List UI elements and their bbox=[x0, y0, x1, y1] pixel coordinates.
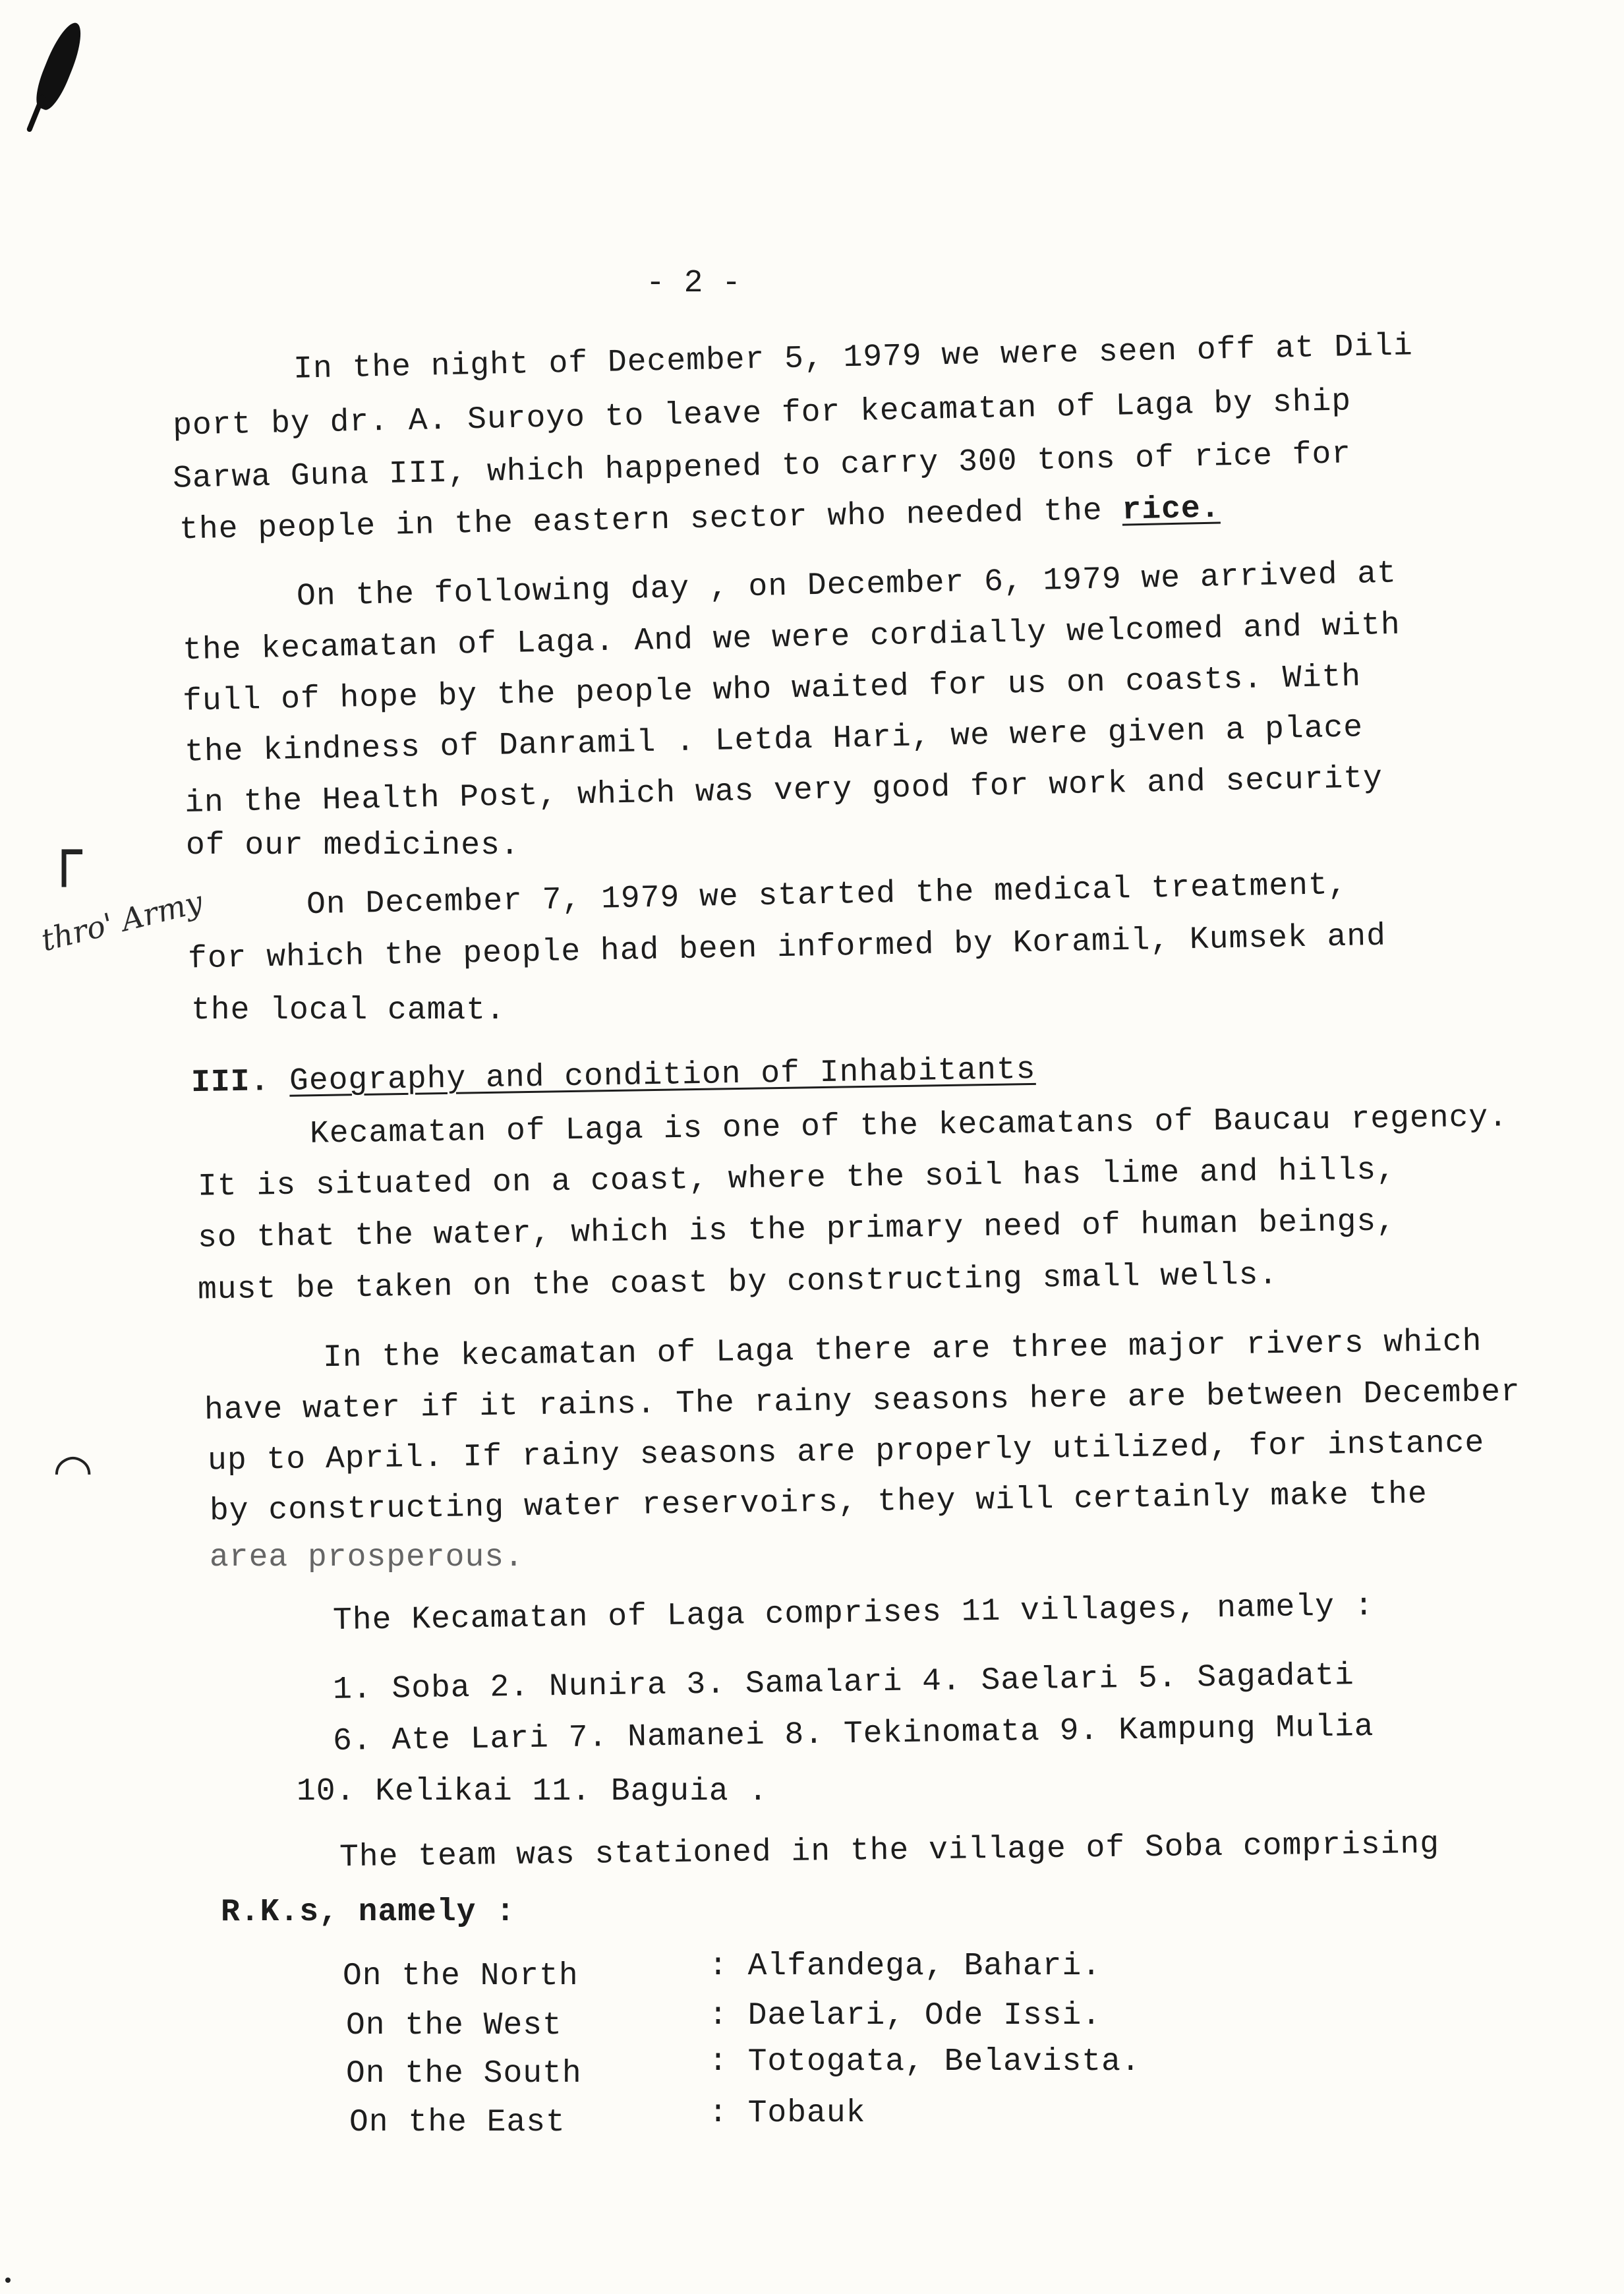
section-heading bbox=[191, 1051, 1036, 1102]
paragraph4-line4: must be taken on the coast by constructing small wells. bbox=[197, 1257, 1279, 1309]
rk-row-north-places: : Alfandega, Bahari. bbox=[709, 1949, 1102, 1984]
margin-arc-mark: ◠ bbox=[53, 1444, 94, 1498]
paragraph2-line1: On the following day , on December 6, 1979 we arrived at bbox=[296, 556, 1397, 615]
paragraph2-line3: full of hope by the people who waited for us on coasts. With bbox=[182, 659, 1362, 720]
page-number: - 2 - bbox=[646, 266, 741, 301]
team-line2: R.K.s, namely : bbox=[221, 1895, 516, 1930]
villages-intro: The Kecamatan of Laga comprises 11 villages, namely : bbox=[332, 1588, 1374, 1639]
paragraph5-line3: up to April. If rainy seasons are properly utilized, for instance bbox=[207, 1425, 1485, 1479]
rk-row-south-places: : Totogata, Belavista. bbox=[709, 2044, 1141, 2080]
rk-row-west-direction: On the West bbox=[346, 2008, 562, 2044]
paragraph5-line2: have water if it rains. The rainy seasons here are between December bbox=[204, 1374, 1521, 1428]
paragraph4-line3: so that the water, which is the primary need of human beings, bbox=[197, 1204, 1397, 1256]
paragraph3-line2: for which the people had been informed by Koramil, Kumsek and bbox=[187, 918, 1387, 978]
rk-row-north-direction: On the North bbox=[343, 1958, 579, 1994]
paragraph3-line3: the local camat. bbox=[191, 993, 506, 1028]
villages-line3: 10. Kelikai 11. Baguia . bbox=[297, 1774, 768, 1809]
section-heading-title: Geography and condition of Inhabitants bbox=[289, 1051, 1036, 1100]
rk-row-east-places: : Tobauk bbox=[709, 2096, 866, 2131]
handwritten-margin-note: thro' Army bbox=[38, 883, 206, 958]
rk-row-west-places: : Daelari, Ode Issi. bbox=[709, 1998, 1102, 2034]
scan-speck bbox=[5, 2278, 11, 2283]
rk-row-south-direction: On the South bbox=[346, 2056, 582, 2092]
paragraph5-line1: In the kecamatan of Laga there are three major rivers which bbox=[322, 1324, 1482, 1376]
paragraph5-line5: area prosperous. bbox=[210, 1540, 524, 1575]
team-line1: The team was stationed in the village of Soba comprising bbox=[339, 1826, 1440, 1876]
villages-line2: 6. Ate Lari 7. Namanei 8. Tekinomata 9. Kampung Mulia bbox=[332, 1709, 1374, 1760]
paragraph5-line4: by constructing water reservoirs, they will certainly make the bbox=[209, 1477, 1428, 1529]
paragraph1-line2: port by dr. A. Suroyo to leave for kecamatan of Laga by ship bbox=[172, 384, 1352, 444]
paragraph1-line1: In the night of December 5, 1979 we were seen off at Dili bbox=[293, 328, 1414, 388]
paragraph2-line6: of our medicines. bbox=[186, 828, 520, 864]
paragraph2-line4: the kindness of Danramil . Letda Hari, we were given a place bbox=[184, 710, 1364, 771]
section-heading-number: III. bbox=[190, 1063, 290, 1102]
paragraph2-line2: the kecamatan of Laga. And we were cordially welcomed and with bbox=[182, 607, 1401, 669]
paragraph1-line4 bbox=[179, 490, 1221, 548]
villages-line1: 1. Soba 2. Nunira 3. Samalari 4. Saelari 5. Sagadati bbox=[332, 1658, 1355, 1708]
margin-bracket-mark: ┌ bbox=[46, 817, 82, 887]
rice-underlined: rice. bbox=[1121, 490, 1221, 529]
paragraph4-line1: Kecamatan of Laga is one of the kecamatans of Baucau regency. bbox=[309, 1100, 1509, 1152]
paragraph1-line3: Sarwa Guna III, which happened to carry 300 tons of rice for bbox=[172, 436, 1352, 497]
paragraph2-line5: in the Health Post, which was very good for work and security bbox=[184, 760, 1383, 822]
paragraph3-line1: On December 7, 1979 we started the medical treatment, bbox=[306, 867, 1348, 924]
paragraph4-line2: It is situated on a coast, where the soil has lime and hills, bbox=[197, 1152, 1397, 1205]
paragraph1-line4-text: the people in the eastern sector who needed the bbox=[179, 492, 1123, 548]
rk-row-east-direction: On the East bbox=[349, 2105, 566, 2140]
ink-blot-mark bbox=[30, 18, 89, 114]
